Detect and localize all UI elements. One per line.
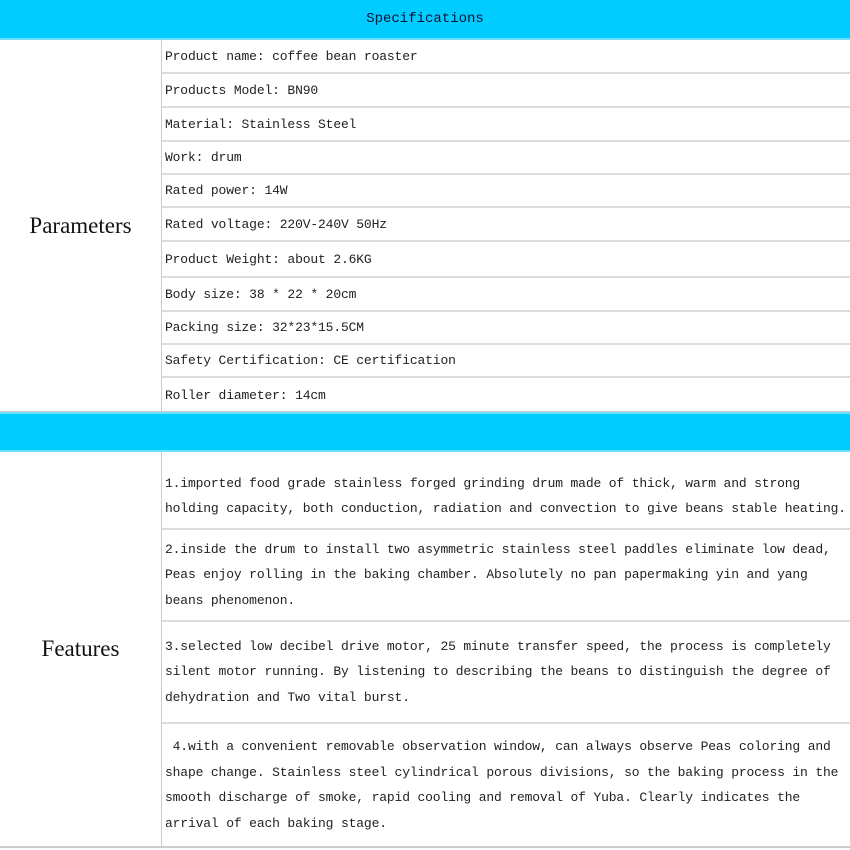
parameter-row: Product Weight: about 2.6KG [162, 242, 850, 278]
parameters-label: Parameters [0, 40, 162, 411]
parameter-row: Material: Stainless Steel [162, 108, 850, 142]
feature-row: 3.selected low decibel drive motor, 25 minute transfer speed, the process is completely silent motor running. By listening to describing the beans to distinguish the degree of dehydration and Two vital burst. [162, 622, 850, 724]
parameters-section [0, 40, 850, 412]
features-list [162, 452, 850, 846]
features-section [0, 452, 850, 848]
parameters-list [162, 40, 850, 411]
parameter-row: Body size: 38 * 22 * 20cm [162, 278, 850, 312]
features-label: Features [0, 452, 162, 846]
parameter-row: Roller diameter: 14cm [165, 387, 326, 403]
feature-row: 4.with a convenient removable observation window, can always observe Peas coloring and shape change. Stainless steel cylindrical porous divisions, so the baking process in the smooth discharge of smoke, rapid cooling and removal of Yuba. Clearly indicates the arrival of each baking stage. [165, 739, 846, 831]
specifications-header [0, 0, 850, 40]
parameter-row: Rated power: 14W [162, 175, 850, 208]
feature-row: 2.inside the drum to install two asymmetric stainless steel paddles eliminate low dead, Peas enjoy rolling in the baking chamber. Absolutely no pan papermaking yin and yang beans phenomenon. [162, 530, 850, 622]
section-divider-band [0, 412, 850, 452]
parameter-row: Rated voltage: 220V-240V 50Hz [162, 208, 850, 242]
parameter-row: Packing size: 32*23*15.5CM [162, 312, 850, 345]
parameter-row: Work: drum [162, 142, 850, 175]
specifications-title: Specifications [366, 11, 484, 27]
feature-row: 1.imported food grade stainless forged grinding drum made of thick, warm and strong holding capacity, both conduction, radiation and convection to give beans stable heating. [162, 452, 850, 530]
parameter-row: Product name: coffee bean roaster [162, 40, 850, 74]
parameter-row: Safety Certification: CE certification [162, 345, 850, 378]
parameter-row: Products Model: BN90 [162, 74, 850, 108]
